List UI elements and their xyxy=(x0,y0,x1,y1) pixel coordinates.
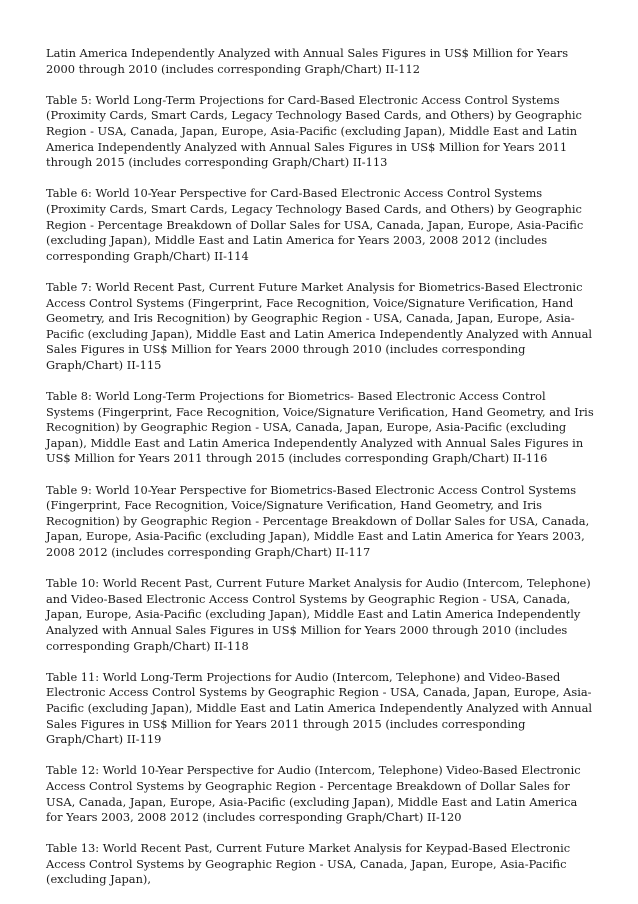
paragraph-table-8: Table 8: World Long-Term Projections for Biometrics- Based Electronic Access Control Systems (Fingerprint, Face Recognition, Voice/Signature Verification, Hand Geometry, and Iris Recognition) by Geographic Region - USA, Canada, Japan, Europe, Asia-Pacific (excluding Japan), Middle East and Latin America Independently Analyzed with Annual Sales Figures in US$ Million for Years 2011 through 2015 (includes corresponding Graph/Chart) II-116 xyxy=(46,389,594,466)
paragraph-table-13: Table 13: World Recent Past, Current Future Market Analysis for Keypad-Based Electronic Access Control Systems by Geographic Region - USA, Canada, Japan, Europe, Asia-Pacific (excluding Japan), xyxy=(46,841,571,887)
paragraph-table-7: Table 7: World Recent Past, Current Future Market Analysis for Biometrics-Based Electronic Access Control Systems (Fingerprint, Face Recognition, Voice/Signature Verification, Hand Geometry, and Iris Recognition) by Geographic Region - USA, Canada, Japan, Europe, Asia-Pacific (excluding Japan), Middle East and Latin America Independently Analyzed with Annual Sales Figures in US$ Million for Years 2000 through 2010 (includes corresponding Graph/Chart) II-115 xyxy=(46,279,592,372)
paragraph-continuation: Latin America Independently Analyzed with Annual Sales Figures in US$ Million for Years 2000 through 2010 (includes corresponding Graph/Chart) II-112 xyxy=(46,46,569,76)
paragraph-table-9: Table 9: World 10-Year Perspective for Biometrics-Based Electronic Access Control Systems (Fingerprint, Face Recognition, Voice/Signature Verification, Hand Geometry, and Iris Recognition) by Geographic Region - Percentage Breakdown of Dollar Sales for USA, Canada, Japan, Europe, Asia-Pacific (excluding Japan), Middle East and Latin America for Years 2003, 2008 2012 (includes corresponding Graph/Chart) II-117 xyxy=(46,482,590,559)
paragraph-table-5: Table 5: World Long-Term Projections for Card-Based Electronic Access Control Systems (Proximity Cards, Smart Cards, Legacy Technology Based Cards, and Others) by Geographic Region - USA, Canada, Japan, Europe, Asia-Pacific (excluding Japan), Middle East and Latin America Independently Analyzed with Annual Sales Figures in US$ Million for Years 2011 through 2015 (includes corresponding Graph/Chart) II-113 xyxy=(46,92,582,170)
paragraph-table-10: Table 10: World Recent Past, Current Future Market Analysis for Audio (Intercom, Telephone) and Video-Based Electronic Access Control Systems by Geographic Region - USA, Canada, Japan, Europe, Asia-Pacific (excluding Japan), Middle East and Latin America Independently Analyzed with Annual Sales Figures in US$ Million for Years 2000 through 2010 (includes corresponding Graph/Chart) II-118 xyxy=(46,576,591,653)
paragraph-table-6: Table 6: World 10-Year Perspective for Card-Based Electronic Access Control Systems (Proximity Cards, Smart Cards, Legacy Technology Based Cards, and Others) by Geographic Region - Percentage Breakdown of Dollar Sales for USA, Canada, Japan, Europe, Asia-Pacific (excluding Japan), Middle East and Latin America for Years 2003, 2008 2012 (includes corresponding Graph/Chart) II-114 xyxy=(46,186,584,263)
paragraph-table-11: Table 11: World Long-Term Projections for Audio (Intercom, Telephone) and Video-Based Electronic Access Control Systems by Geographic Region - USA, Canada, Japan, Europe, Asia-Pacific (excluding Japan), Middle East and Latin America Independently Analyzed with Annual Sales Figures in US$ Million for Years 2011 through 2015 (includes corresponding Graph/Chart) II-119 xyxy=(46,669,592,747)
paragraph-table-12: Table 12: World 10-Year Perspective for Audio (Intercom, Telephone) Video-Based Electronic Access Control Systems by Geographic Region - Percentage Breakdown of Dollar Sales for USA, Canada, Japan, Europe, Asia-Pacific (excluding Japan), Middle East and Latin America for Years 2003, 2008 2012 (includes corresponding Graph/Chart) II-120 xyxy=(46,763,581,825)
document-page xyxy=(46,46,594,904)
